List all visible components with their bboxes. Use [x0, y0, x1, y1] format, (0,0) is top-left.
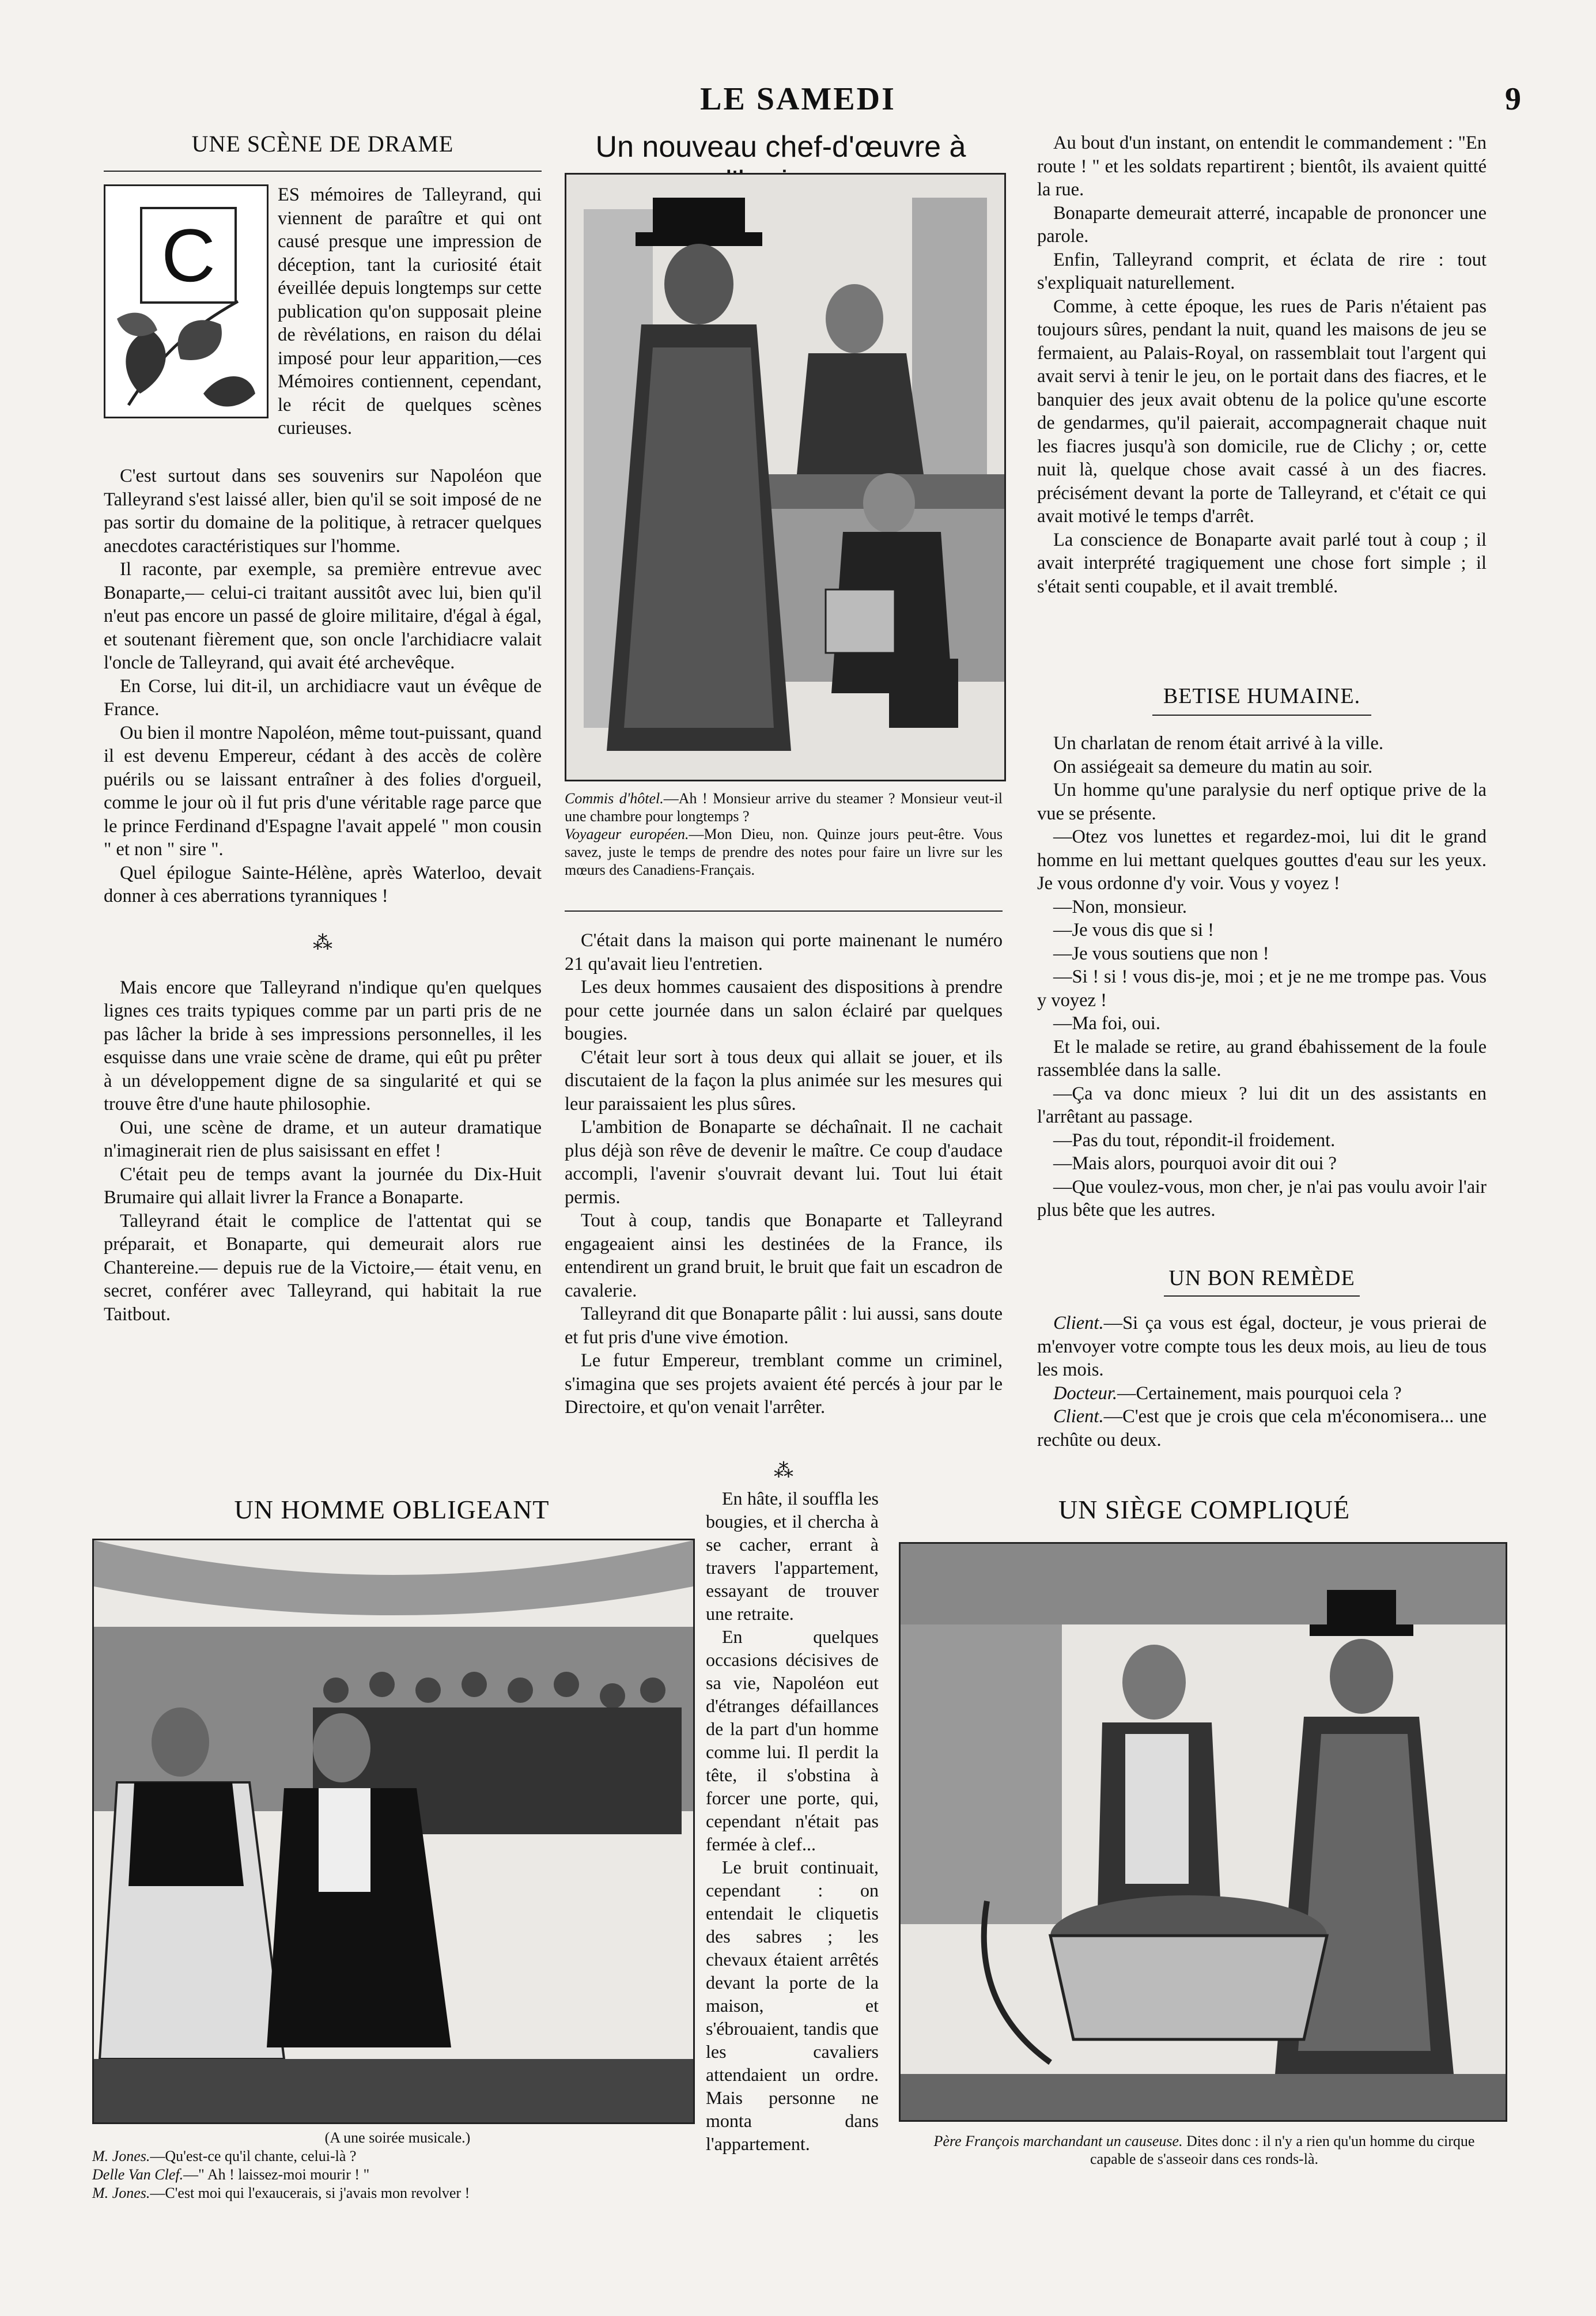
section-title-chef-oeuvre: Un nouveau chef-d'œuvre à — [595, 130, 966, 164]
middle-p6: Talleyrand dit que Bonaparte pâlit : lui aussi, sans doute et fut pris d'une vive émotion. — [565, 1304, 1003, 1348]
section-title-obligeant: UN HOMME OBLIGEANT — [234, 1495, 550, 1524]
caption-rule — [565, 910, 1003, 912]
betise-line: —Ça va donc mieux ? lui dit un des assistants en l'arrêtant au passage. — [1037, 1083, 1487, 1127]
remede-speaker: Docteur. — [1053, 1382, 1118, 1404]
section-title-scene-drame: UNE SCÈNE DE DRAME — [191, 131, 454, 157]
caption-line: —C'est moi qui l'exaucerais, si j'avais mon revolver ! — [150, 2185, 470, 2201]
remede-body — [1037, 1312, 1487, 1452]
obligeant-caption — [92, 2129, 703, 2202]
betise-body — [1037, 732, 1487, 1222]
remede-rule — [1164, 1295, 1360, 1297]
caption-speaker: Delle Van Clef. — [92, 2166, 184, 2183]
remede-line: —Si ça vous est égal, docteur, je vous prierai de m'envoyer votre compte tous les deux mois, au lieu de tous les mois. — [1037, 1313, 1487, 1380]
betise-line: On assiégeait sa demeure du matin au soir. — [1053, 756, 1373, 777]
scene-drame-p9: C'était peu de temps avant la journée du Dix-Huit Brumaire qui allait livrer la France a Bonaparte. — [104, 1163, 542, 1208]
betise-line: —Non, monsieur. — [1053, 896, 1187, 917]
narrow-p2: En quelques occasions décisives de sa vie, Napoléon eut d'étranges défaillances de la part d'un homme comme lui. Il perdit la tête, il s'obstina à forcer une porte, qui, cependant n'était pas fermée à clef... — [706, 1626, 879, 1854]
caption-speaker: Père François marchandant un causeuse. — [933, 2133, 1183, 2149]
right-p3: Enfin, Talleyrand comprit, et éclata de rire : tout s'expliquait naturellement. — [1037, 249, 1487, 293]
section-title-remede: UN BON REMÈDE — [1168, 1266, 1355, 1290]
narrow-p1: En hâte, il souffla les bougies, et il chercha à se cacher, errant à travers l'appartement, essayant de trouver une retraite. — [706, 1488, 879, 1624]
engraving-hotel-icon — [566, 175, 1004, 780]
betise-line: —Je vous dis que si ! — [1053, 920, 1214, 940]
middle-p7: Le futur Empereur, tremblant comme un criminel, s'imagina que ses projets avaient été percés à jour par le Directoire, et qu'on venait l'arrêter. — [565, 1350, 1003, 1418]
illustration-furniture-shop — [899, 1542, 1507, 2122]
remede-line: —C'est que je crois que cela m'économisera... une rechûte ou deux. — [1037, 1406, 1487, 1450]
betise-line: —Que voulez-vous, mon cher, je n'ai pas voulu avoir l'air plus bête que les autres. — [1037, 1176, 1487, 1221]
middle-p2: Les deux hommes causaient des dispositions à prendre pour cette journée dans un salon éclairé par quelques bougies. — [565, 977, 1003, 1044]
caption-speaker: M. Jones. — [92, 2148, 150, 2164]
caption-speaker-2: Voyageur européen. — [565, 826, 689, 842]
section-title-betise: BETISE HUMAINE. — [1163, 684, 1361, 708]
engraving-furniture-shop-icon — [901, 1544, 1506, 2120]
middle-p4: L'ambition de Bonaparte se déchaînait. Il ne cachait plus déjà son rêve de devenir le maître. Ce coup d'audace accompli, l'avenir s'ouvrait devant lui. Tout lui était permis. — [565, 1117, 1003, 1208]
right-p2: Bonaparte demeurait atterré, incapable de prononcer une parole. — [1037, 202, 1487, 247]
illustration-hotel — [565, 173, 1006, 781]
right-body — [1037, 131, 1487, 598]
narrow-p3: Le bruit continuait, cependant : on entendait le cliquetis des sabres ; les chevaux étaient arrêtés devant la porte de la maison, et s'ébrouaient, tandis que les cavaliers attendaient un ordre. Mais personne ne monta dans l'appartement. — [706, 1857, 879, 2154]
betise-line: —Ma foi, oui. — [1053, 1013, 1160, 1034]
middle-stars: ⁂ — [774, 1460, 793, 1482]
betise-line: Un homme qu'une paralysie du nerf optique prive de la vue se présente. — [1037, 780, 1487, 824]
illustration-soiree — [92, 1539, 695, 2124]
caption-line: —Qu'est-ce qu'il chante, celui-là ? — [150, 2148, 357, 2164]
engraving-musical-soiree-icon — [94, 1540, 693, 2122]
caption-line: Dites donc : il n'y a rien qu'un homme du cirque capable de s'asseoir dans ces ronds-là. — [1090, 2133, 1475, 2167]
middle-p3: C'était leur sort à tous deux qui allait se jouer, et ils discutaient de la façon la plus animée sur les mesures qui leur paraissaient les plus sûres. — [565, 1046, 1003, 1114]
caption-speaker: M. Jones. — [92, 2185, 150, 2201]
betise-line: —Otez vos lunettes et regardez-moi, lui dit le grand homme en lui mettant quelques gouttes d'eau sur les yeux. Je vous ordonne d'y voir. Vous y voyez ! — [1037, 826, 1487, 894]
section-stars: ⁂ — [313, 932, 332, 954]
scene-drame-p3: Il raconte, par exemple, sa première entrevue avec Bonaparte,— celui-ci traitant aussitôt avec lui, bien qu'il n'eut pas encore un passé de gloire militaire, d'égal à égal, et soutenant fièrement que, son oncle l'archidiacre valait l'oncle de Talleyrand, qui avait été archevêque. — [104, 559, 542, 673]
caption-scene: (A une soirée musicale.) — [324, 2129, 471, 2146]
dropcap-ornament — [104, 184, 268, 418]
scene-drame-p5: Ou bien il montre Napoléon, même tout-puissant, quand il est devenu Empereur, cédant à des accès de colère puérils ou se laissant entraîner à des folies d'orgueil, comme le jour où il fut pris d'une véritable rage parce que le prince Ferdinand d'Espagne l'avait appelé " mon cousin " et non " sire ". — [104, 722, 542, 860]
scene-drame-p8: Oui, une scène de drame, et un auteur dramatique n'imaginerait rien de plus saisissant en effet ! — [104, 1117, 542, 1161]
betise-line: —Mais alors, pourquoi avoir dit oui ? — [1053, 1153, 1337, 1174]
right-p4: Comme, à cette époque, les rues de Paris n'étaient pas toujours sûres, pendant la nuit, quand les maisons de jeu se fermaient, au Palais-Royal, on rassemblait tout l'argent qui avait servi à tenir le jeu, on le portait dans des fiacres, et le banquier des jeux avait obtenu de la police qu'une escorte de gendarmes, qu'il paierait, accompagnerait chaque nuit les fiacres jusqu'à son domicile, rue de Clichy ; or, cette nuit là, quelque chose avait cassé à un des fiacres. précisément devant la porte de Talleyrand, et c'était ce qui avait motivé le temps d'arrêt. — [1037, 296, 1487, 527]
masthead-title: LE SAMEDI — [700, 81, 896, 117]
section-title-siege: UN SIÈGE COMPLIQUÉ — [1058, 1495, 1351, 1524]
scene-drame-p1-wrap — [278, 183, 542, 440]
page-number: 9 — [1505, 81, 1521, 117]
dropcap-letter: C — [140, 207, 237, 304]
remede-speaker: Client. — [1053, 1406, 1104, 1427]
caption-speaker-1: Commis d'hôtel. — [565, 790, 664, 807]
siege-caption — [910, 2132, 1498, 2168]
scene-drame-p6: Quel épilogue Sainte-Hélène, après Waterloo, devait donner à ces aberrations tyranniques ! — [104, 862, 542, 906]
scene-drame-p4: En Corse, lui dit-il, un archidiacre vaut un évêque de France. — [104, 675, 542, 720]
scene-drame-p2: C'est surtout dans ses souvenirs sur Napoléon que Talleyrand s'est laissé aller, bien qu'il se soit imposé de ne pas sortir du domaine de la politique, à retracer quelques anecdotes caractéristiques sur l'homme. — [104, 466, 542, 557]
middle-body — [565, 929, 1003, 1419]
scene-drame-p1: ES mémoires de Talleyrand, qui viennent de paraître et qui ont causé presque une impression de déception, tant la curiosité était éveillée depuis longtemps sur cette publication qu'on supposait pleine de rèvélations, en raison du délai imposé pour leur apparition,—ces Mémoires contiennent, cependant, le récit de quelques scènes curieuses. — [278, 184, 542, 439]
remede-line: —Certainement, mais pourquoi cela ? — [1117, 1382, 1402, 1404]
chef-oeuvre-caption — [565, 789, 1003, 879]
caption-text-1: —Ah ! Monsieur arrive du steamer ? Monsieur veut-il une chambre pour longtemps ? — [565, 790, 1003, 825]
narrow-body — [706, 1487, 879, 2155]
right-p1: Au bout d'un instant, on entendit le commandement : "En route ! " et les soldats repartirent ; bientôt, ils avaient quitté la rue. — [1037, 133, 1487, 200]
betise-line: Un charlatan de renom était arrivé à la ville. — [1053, 733, 1383, 754]
betise-line: Et le malade se retire, au grand ébahissement de la foule rassemblée dans la salle. — [1037, 1036, 1487, 1080]
middle-p5: Tout à coup, tandis que Bonaparte et Talleyrand engageaient ainsi les destinées de la France, ils entendirent un grand bruit, le bruit que fait un escadron de cavalerie. — [565, 1210, 1003, 1301]
betise-rule — [1152, 715, 1371, 716]
betise-line: —Si ! si ! vous dis-je, moi ; et je ne me trompe pas. Vous y voyez ! — [1037, 966, 1487, 1011]
betise-line: —Pas du tout, répondit-il froidement. — [1053, 1129, 1336, 1151]
remede-speaker: Client. — [1053, 1313, 1104, 1333]
right-p5: La conscience de Bonaparte avait parlé tout à coup ; il avait interprété tragiquement une chose fort simple ; il s'était senti coupable, et il avait tremblé. — [1037, 529, 1487, 597]
scene-drame-body — [104, 464, 542, 1326]
caption-text-2: —Mon Dieu, non. Quinze jours peut-être. Vous savez, juste le temps de prendre des notes pour faire un livre sur les mœurs des Canadiens-Français. — [565, 826, 1003, 878]
caption-line: —" Ah ! laissez-moi mourir ! " — [183, 2166, 370, 2183]
dropcap-leaf-icon — [105, 186, 267, 417]
title-rule — [104, 171, 542, 172]
betise-line: —Je vous soutiens que non ! — [1053, 943, 1269, 964]
scene-drame-p7: Mais encore que Talleyrand n'indique qu'en quelques lignes ces traits typiques comme par un parti pris de ne pas lâcher la bride à ses impressions personnelles, il les esquisse dans une vraie scène de drame, qui eût pu prêter à un développement digne de sa singularité et qui se trouve être d'une haute philosophie. — [104, 977, 542, 1114]
scene-drame-p10: Talleyrand était le complice de l'attentat qui se préparait, et Bonaparte, qui demeurait alors rue Chantereine.— depuis rue de la Victoire,— était venu, en secret, conférer avec Talleyrand, qui habitait la rue Taitbout. — [104, 1210, 542, 1325]
middle-p1: C'était dans la maison qui porte mainenant le numéro 21 qu'avait lieu l'entretien. — [565, 930, 1003, 974]
